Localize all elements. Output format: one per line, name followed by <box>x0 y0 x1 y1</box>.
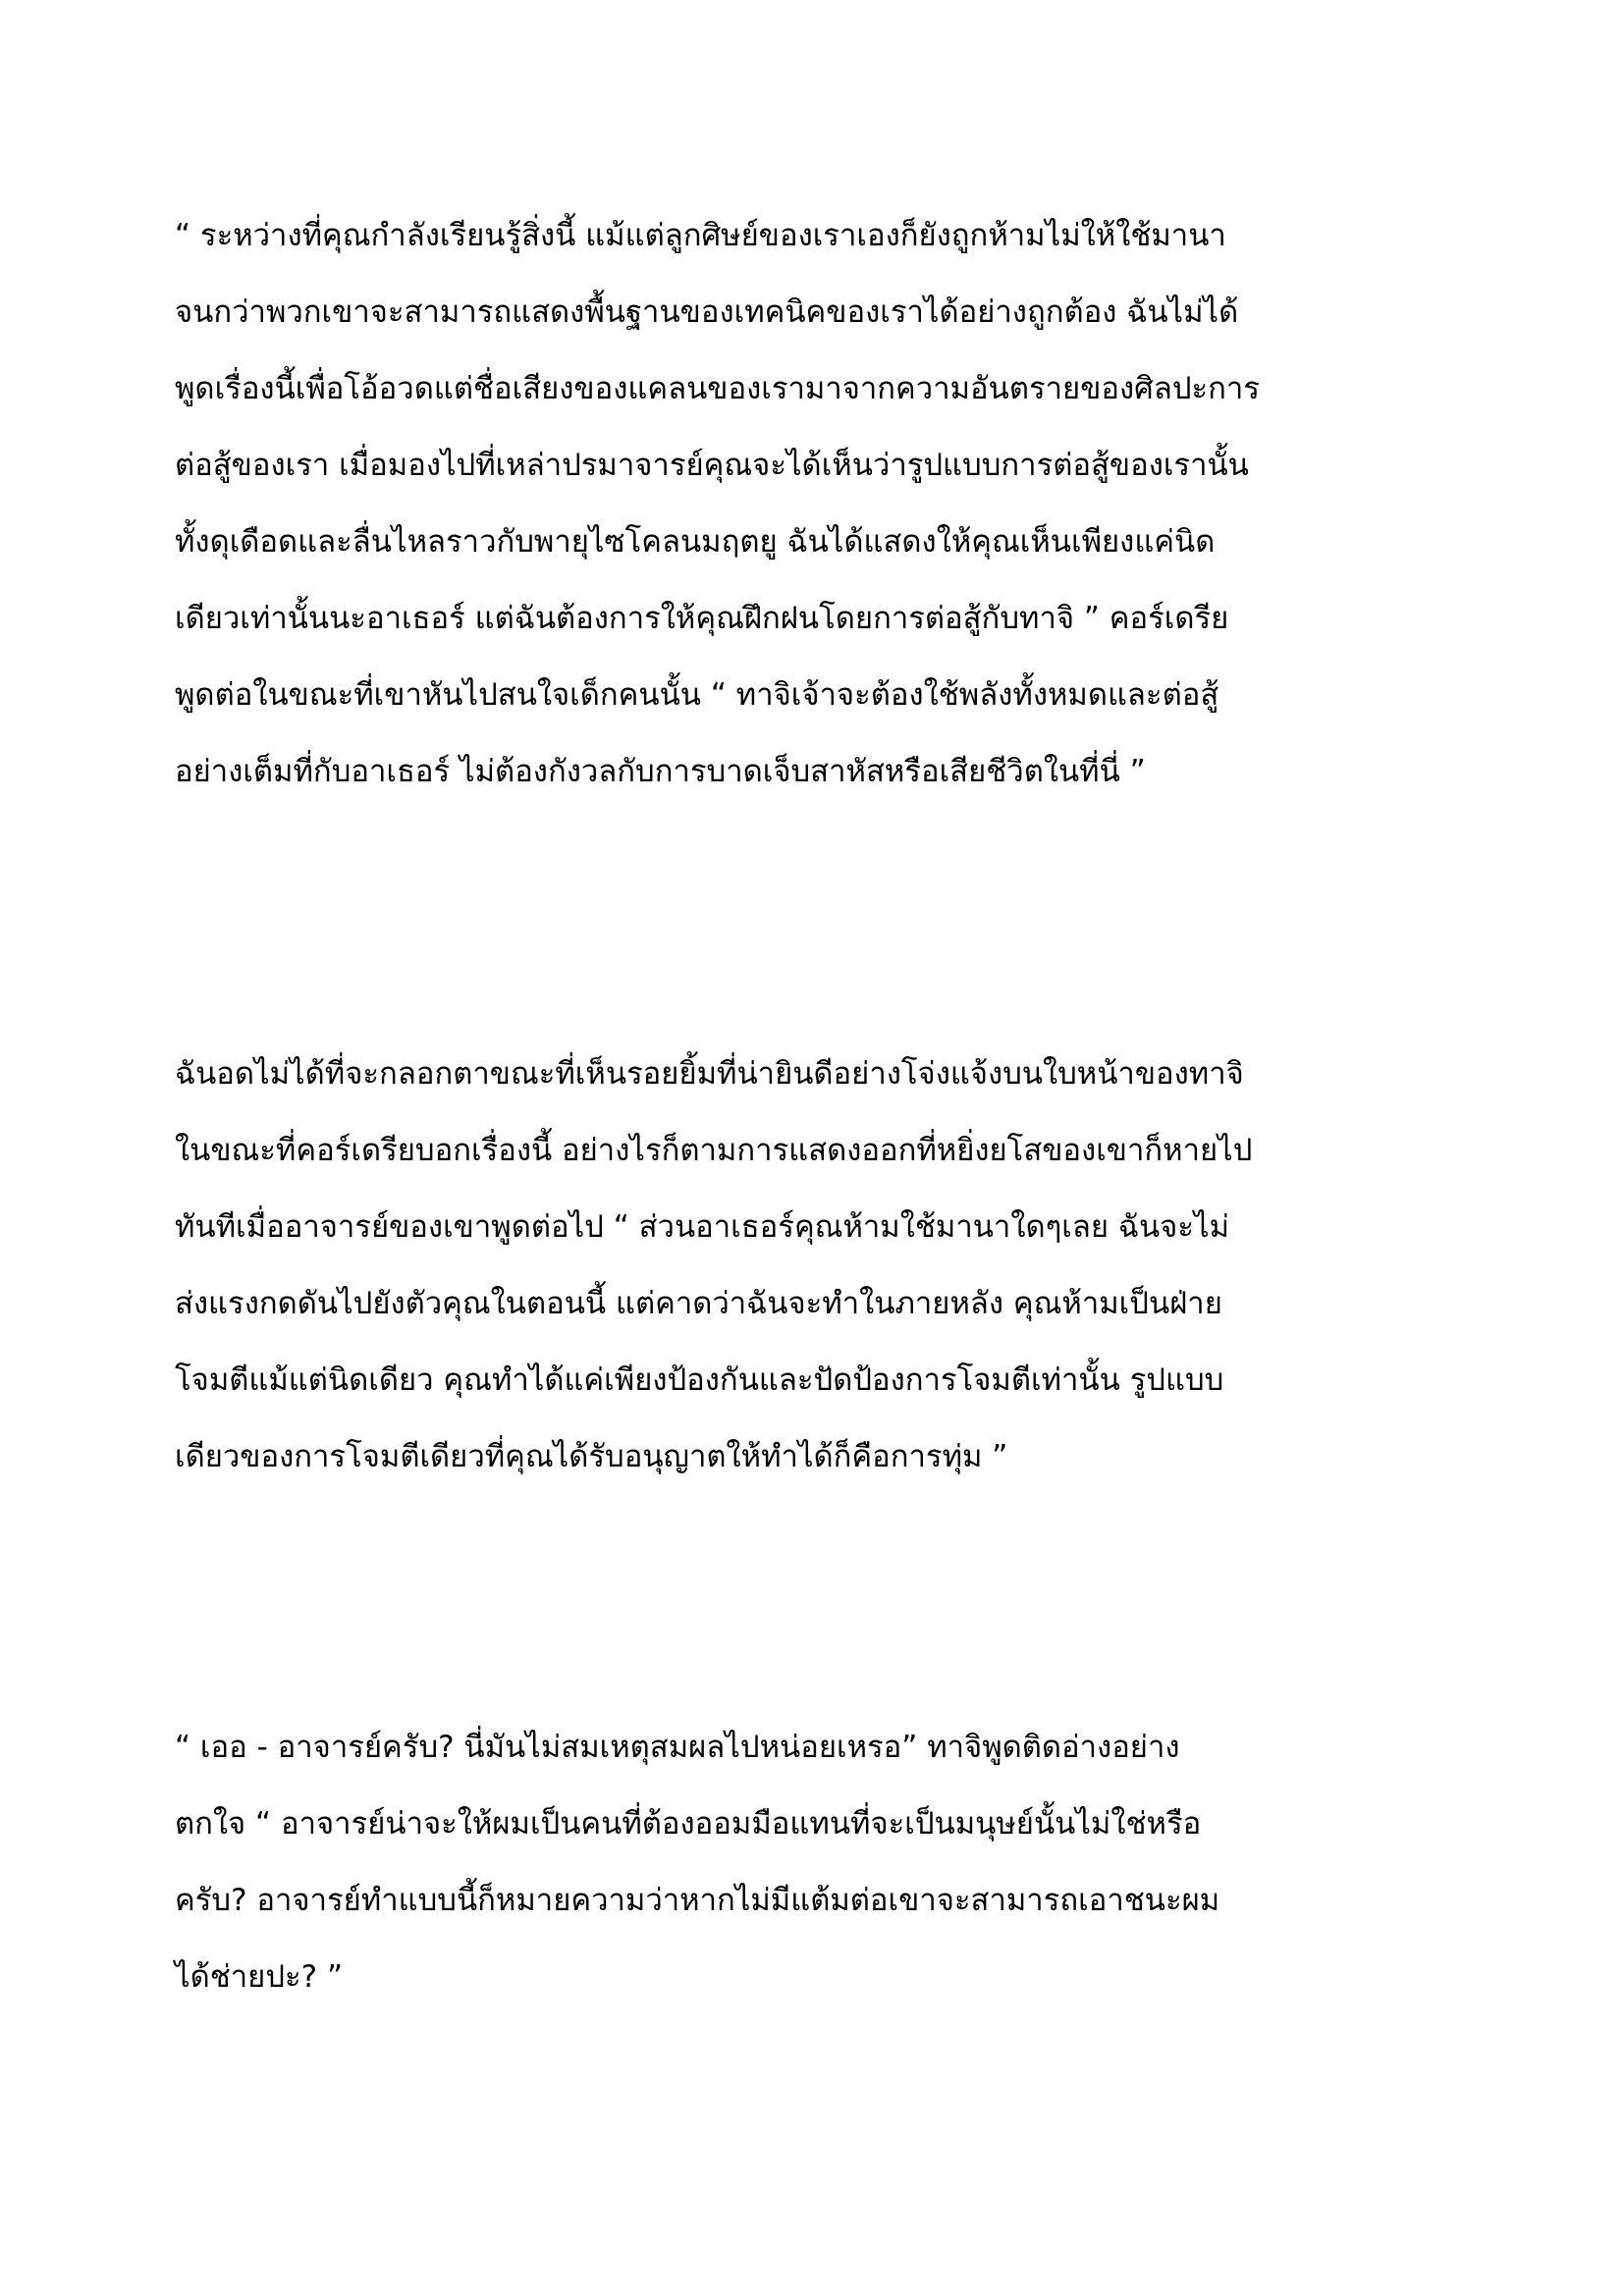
paragraph-3 <box>175 1709 1451 2015</box>
paragraph-line: พูดเรื่องนี้เพื่อโอ้อวดแต่ชื่อเสียงของแคลนของเรามาจากความอันตรายของศิลปะการ <box>175 371 1260 406</box>
paragraph-2 <box>175 1036 1451 1495</box>
paragraph-line: ในขณะที่คอร์เดรียบอกเรื่องนี้ อย่างไรก็ตามการแสดงออกที่หยิ่งยโสของเขาก็หายไป <box>175 1133 1253 1168</box>
paragraph-line: ตกใจ “ อาจารย์น่าจะให้ผมเป็นคนที่ต้องออมมือแทนที่จะเป็นมนุษย์นั้นไม่ใช่หรือ <box>175 1806 1202 1842</box>
paragraph-line: โจมตีแม้แต่นิดเดียว คุณทำได้แค่เพียงป้องกันและปัดป้องการโจมตีเท่านั้น รูปแบบ <box>175 1362 1224 1398</box>
paragraph-line: พูดต่อในขณะที่เขาหันไปสนใจเด็กคนนั้น “ ทาจิเจ้าจะต้องใช้พลังทั้งหมดและต่อสู้ <box>175 677 1219 713</box>
paragraph-line: ทั้งดุเดือดและลื่นไหลราวกับพายุไซโคลนมฤตยู ฉันได้แสดงให้คุณเห็นเพียงแค่นิด <box>175 524 1216 560</box>
paragraph-line: เดียวเท่านั้นนะอาเธอร์ แต่ฉันต้องการให้คุณฝึกฝนโดยการต่อสู้กับทาจิ ” คอร์เดรีย <box>175 601 1229 636</box>
paragraph-line: ครับ? อาจารย์ทำแบบนี้ก็หมายความว่าหากไม่มีแต้มต่อเขาจะสามารถเอาชนะผม <box>175 1883 1220 1918</box>
paragraph-line: ได้ช่ายปะ? ” <box>175 1959 344 1995</box>
paragraph-line: อย่างเต็มที่กับอาเธอร์ ไม่ต้องกังวลกับการบาดเจ็บสาหัสหรือเสียชีวิตในที่นี่ ” <box>175 754 1146 789</box>
paragraph-line: เดียวของการโจมตีเดียวที่คุณได้รับอนุญาตให้ทำได้ก็คือการทุ่ม ” <box>175 1439 1008 1474</box>
paragraph-line: “ ระหว่างที่คุณกำลังเรียนรู้สิ่งนี้ แม้แต่ลูกศิษย์ของเราเองก็ยังถูกห้ามไม่ให้ใช้มานา <box>175 218 1226 253</box>
paragraph-line: “ เออ - อาจารย์ครับ? นี่มันไม่สมเหตุสมผลไปหน่อยเหรอ” ทาจิพูดติดอ่างอย่าง <box>175 1730 1180 1765</box>
paragraph-line: ส่งแรงกดดันไปยังตัวคุณในตอนนี้ แต่คาดว่าฉันจะทำในภายหลัง คุณห้ามเป็นฝ่าย <box>175 1286 1222 1321</box>
paragraph-line: ทันทีเมื่ออาจารย์ของเขาพูดต่อไป “ ส่วนอาเธอร์คุณห้ามใช้มานาใดๆเลย ฉันจะไม่ <box>175 1209 1230 1245</box>
paragraph-line: ฉันอดไม่ได้ที่จะกลอกตาขณะที่เห็นรอยยิ้มที่น่ายินดีอย่างโจ่งแจ้งบนใบหน้าของทาจิ <box>175 1056 1244 1092</box>
paragraph-line: ต่อสู้ของเรา เมื่อมองไปที่เหล่าปรมาจารย์คุณจะได้เห็นว่ารูปแบบการต่อสู้ของเรานั้น <box>175 448 1249 483</box>
paragraph-line: จนกว่าพวกเขาจะสามารถแสดงพื้นฐานของเทคนิคของเราได้อย่างถูกต้อง ฉันไม่ได้ <box>175 294 1239 330</box>
paragraph-1 <box>175 197 1451 810</box>
